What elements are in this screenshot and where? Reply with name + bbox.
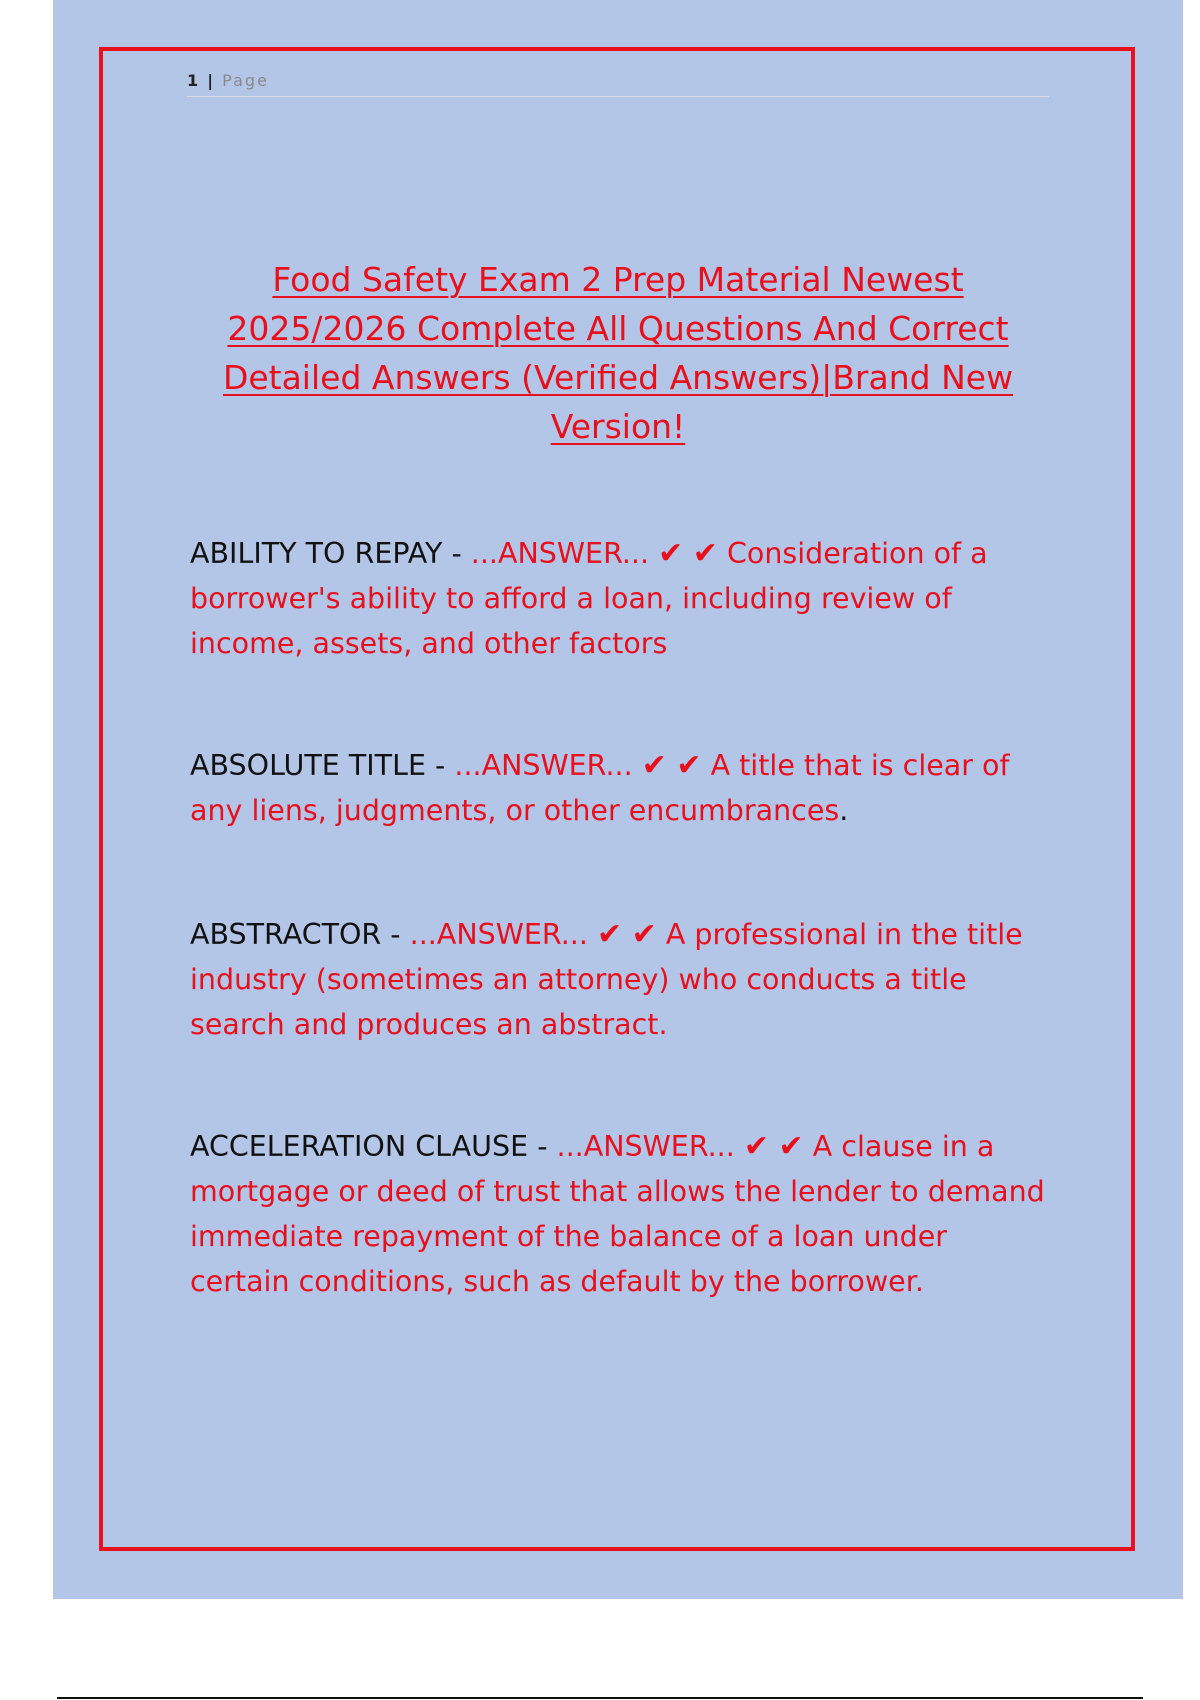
entry-term: ABILITY TO REPAY: [190, 537, 443, 570]
qa-entry-absolute-title: [190, 743, 1050, 833]
double-check-icon: ✔ ✔: [596, 917, 657, 952]
entry-answer: A clause in a mortgage or deed of trust that allows the lender to demand immediate repayment of the balance of a loan under certain conditions, such as default by the borrower.: [190, 1130, 1045, 1298]
page-separator: |: [207, 71, 216, 90]
entry-dash: -: [425, 749, 455, 782]
bottom-divider: [57, 1697, 1143, 1699]
page-header: [187, 70, 1049, 97]
entry-answer-marker: ...ANSWER...: [470, 537, 650, 570]
entry-answer: A professional in the title industry (sometimes an attorney) who conducts a title search and produces an abstract.: [190, 918, 1023, 1041]
page-number: 1: [187, 71, 201, 90]
entry-answer-marker: ...ANSWER...: [556, 1130, 735, 1163]
entry-dash: -: [528, 1130, 557, 1163]
page-word: Page: [222, 71, 269, 90]
qa-entry-abstractor: [190, 912, 1050, 1047]
entry-answer: Consideration of a borrower's ability to afford a loan, including review of income, assets, and other factors: [190, 537, 988, 660]
entry-term: ABSTRACTOR: [190, 918, 382, 951]
double-check-icon: ✔ ✔: [743, 1129, 804, 1164]
entry-term: ACCELERATION CLAUSE: [190, 1130, 529, 1163]
entry-tail: .: [839, 794, 849, 827]
qa-entry-acceleration-clause: [190, 1124, 1050, 1304]
entry-answer-marker: ...ANSWER...: [454, 749, 633, 782]
entry-dash: -: [442, 537, 471, 570]
document-title: Food Safety Exam 2 Prep Material Newest 2025/2026 Complete All Questions And Correct Detailed Answers (Verified Answers)|Brand New Version!: [222, 260, 1014, 446]
entry-term: ABSOLUTE TITLE: [190, 749, 426, 782]
entry-answer-marker: ...ANSWER...: [409, 918, 588, 951]
entry-answer: A title that is clear of any liens, judgments, or other encumbrances: [190, 749, 1010, 827]
double-check-icon: ✔ ✔: [641, 748, 702, 783]
qa-entry-ability-to-repay: [190, 531, 1050, 666]
double-check-icon: ✔ ✔: [658, 536, 718, 571]
entry-dash: -: [381, 918, 410, 951]
